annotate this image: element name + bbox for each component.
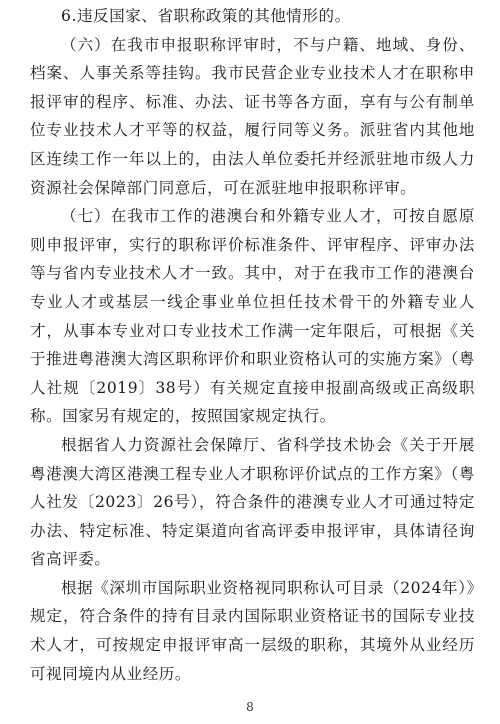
paragraph-intl-qualification: 根据《深圳市国际职业资格视同职称认可目录（2024年）》规定，符合条件的持有目录内国际职业资格证书的国际专业技术人才，可按规定申报评审高一层级的职称，其境外从业经历可视同境内从业经历。 (30, 578, 475, 683)
document-page (30, 0, 475, 688)
paragraph-section-6: （六）在我市申报职称评审时，不与户籍、地域、身份、档案、人事关系等挂钩。我市民营企业专业技术人才在职称申报评审的程序、标准、办法、证书等各方面，享有与公有制单位专业技术人才平等的权益，履行同等义务。派驻省内其他地区连续工作一年以上的，由法人单位委托并经派驻地市级人力资源社会保障部门同意后，可在派驻地申报职称评审。 (30, 35, 475, 197)
page-number: 8 (246, 700, 254, 714)
paragraph-item-6: 6.违反国家、省职称政策的其他情形的。 (61, 7, 351, 25)
paragraph-gba-pilot: 根据省人力资源社会保障厅、省科学技术协会《关于开展粤港澳大湾区港澳工程专业人才职称评价试点的工作方案》（粤人社发〔2023〕26号），符合条件的港澳专业人才可通过特定办法、特定标准、特定渠道向省高评委申报评审，具体请径询省高评委。 (30, 435, 475, 569)
paragraph-section-7: （七）在我市工作的港澳台和外籍专业人才，可按自愿原则申报评审，实行的职称评价标准条件、评审程序、评审办法等与省内专业技术人才一致。其中，对于在我市工作的港澳台专业人才或基层一线企事业单位担任技术骨干的外籍专业人才，从事本专业对口专业技术工作满一定年限后，可根据《关于推进粤港澳大湾区职称评价和职业资格认可的实施方案》（粤人社规〔2019〕38号）有关规定直接申报副高级或正高级职称。国家另有规定的，按照国家规定执行。 (30, 207, 475, 426)
